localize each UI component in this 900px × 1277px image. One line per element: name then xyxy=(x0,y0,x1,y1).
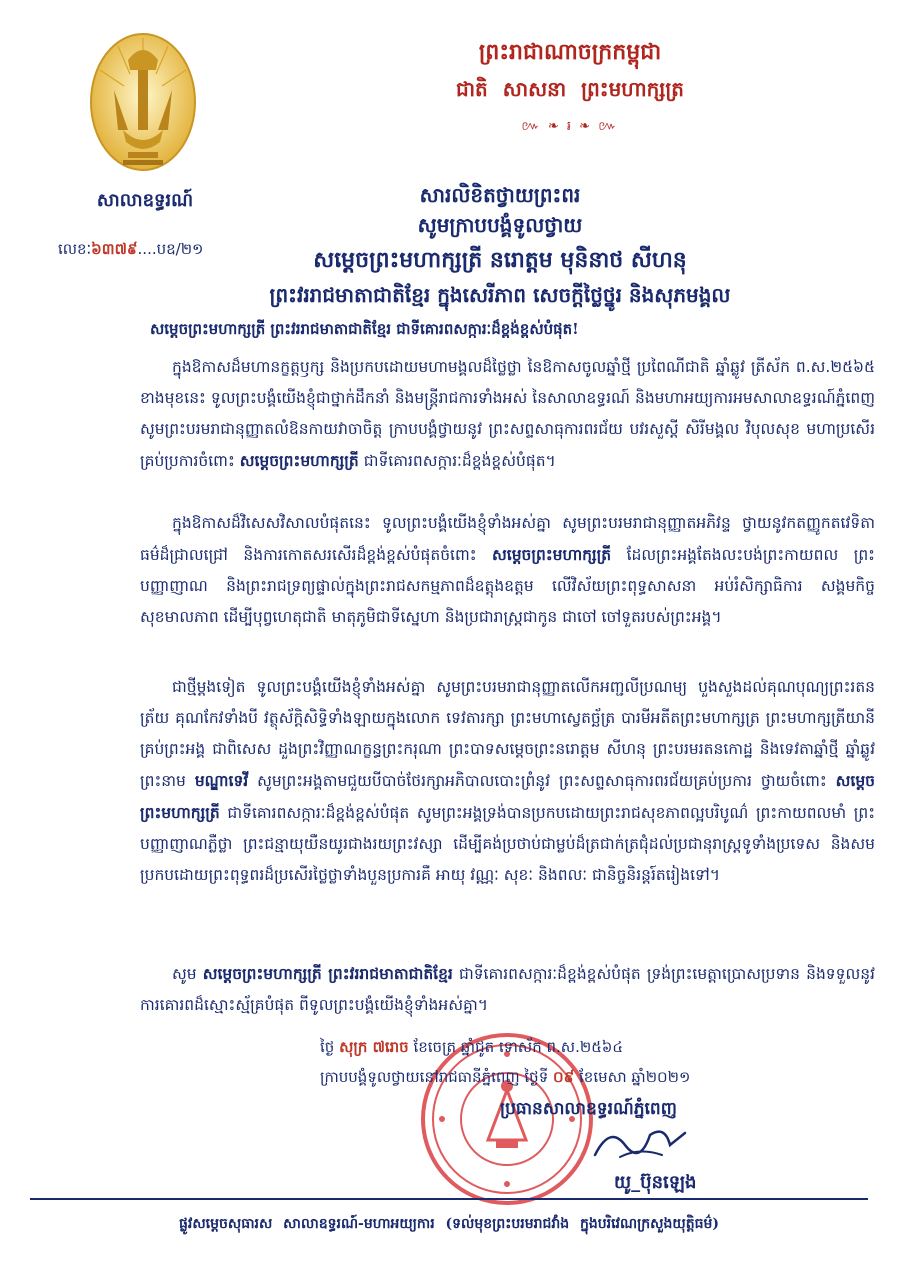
national-motto: ជាតិ សាសនា ព្រះមហាក្សត្រ xyxy=(456,77,684,101)
solar-date xyxy=(320,1068,690,1090)
p1-highlight: សម្តេចព្រះមហាក្សត្រី xyxy=(239,451,359,470)
signer-name: យូ_ប៊ុនឡេង xyxy=(614,1172,697,1193)
lunar-date-handwritten: សុក្រ ៧រោច xyxy=(339,1038,409,1056)
p3-end: ជាទីគោរពសក្ការៈដ៏ខ្ពង់ខ្ពស់បំផុត សូមព្រះអង្គទ្រង់បានប្រកបដោយព្រះរាជសុខភាពល្អបរិបូណ៌ ព្រះកាយពលមាំ ព្រះបញ្ញាញាណភ្លឺថ្លា ព្រះជន្មាយុយឺនយូរជាងរយព្រះវស្សា ដើម្បីគង់ប្រថាប់ជាម្លប់ដ៏ត្រជាក់ត្រជុំដល់ប្រជានុរាស្ត្រទូទាំងប្រទេស និងសមប្រកបដោយព្រះពុទ្ធពរដ៏ប្រសើរថ្លៃថ្លាទាំងបួនប្រការគឺ អាយុ វណ្ណៈ សុខៈ និងពលៈ ជានិច្ចនិរន្តរ៍តរៀងទៅ។ xyxy=(140,804,876,884)
royal-coat-of-arms-icon xyxy=(88,30,198,180)
kingdom-title: ព្រះរាជាណាចក្រកម្ពុជា xyxy=(478,39,662,65)
p4-start: សូម xyxy=(172,965,197,983)
p3-highlight-1: មណ្ឌាទេវី xyxy=(194,771,249,790)
body-paragraph-1 xyxy=(140,352,875,477)
p1-text: ក្នុងឱកាសដ៏មហានក្ខត្តឫក្ស និងប្រកបដោយមហាមង្គលដ៏ថ្លៃថ្លា នៃឱកាសចូលឆ្នាំថ្មី ប្រពៃណីជាតិ ឆ្នាំឆ្លូវ ត្រីស័ក ព.ស.២៥៦៥ ខាងមុខនេះ ទូលព្រះបង្គំយើងខ្ញុំជាថ្នាក់ដឹកនាំ និងមន្ត្រីរាជការទាំងអស់ នៃសាលាឧទ្ធរណ៍ និងមហាអយ្យការអមសាលាឧទ្ធរណ៍ភ្នំពេញ សូមព្រះបរមរាជានុញ្ញាតលំឱនកាយវាចាចិត្ត ក្រាបបង្គំថ្វាយនូវ ព្រះសព្ទសាធុការពរជ័យ បវរសួស្តី សិរីមង្គល វិបុលសុខ មហាប្រសើរគ្រប់ប្រការចំពោះ xyxy=(140,358,875,470)
body-paragraph-4 xyxy=(140,958,875,1021)
letter-title: សារលិខិតថ្វាយព្រះពរ xyxy=(419,183,581,207)
p3-highlight-2: សម្តេចព្រះមហាក្សត្រី xyxy=(140,771,875,822)
lunar-date-rest: ខែចេត្រ ឆ្នាំជូត ទោស័ក ព.ស.២៥៦៤ xyxy=(413,1038,624,1056)
solar-date-prefix: ក្រាបបង្គំទូលថ្វាយនៅរាជធានីភ្នំពេញ ថ្ងៃទី xyxy=(320,1068,549,1086)
body-paragraph-2 xyxy=(140,508,875,633)
p2-highlight: សម្តេចព្រះមហាក្សត្រី xyxy=(492,545,612,564)
ref-prefix: លេខៈ xyxy=(58,240,92,258)
decorative-divider: ៚ ❧ ៛ ❧ ៚ xyxy=(521,119,619,134)
footer-address: ផ្លូវសម្តេចសុធារស សាលាឧទ្ធរណ៍-មហាអយ្យការ (ទល់មុខព្រះបរមរាជវាំង ក្នុងបរិវេណក្រសួងយុត្តិធម៌) xyxy=(179,1216,719,1232)
signer-title: ប្រធានសាលាឧទ្ធរណ៍ភ្នំពេញ xyxy=(500,1099,677,1119)
lunar-date xyxy=(320,1038,623,1060)
p4-highlight: សម្តេចព្រះមហាក្សត្រី ព្រះវររាជមាតាជាតិខ្មែរ xyxy=(202,964,453,983)
p3-text: ជាថ្មីម្តងទៀត ទូលព្រះបង្គំយើងខ្ញុំទាំងអស់គ្នា សូមព្រះបរមរាជានុញ្ញាតលើកអញ្ជលីប្រណម្យ បួងសួងដល់គុណបុណ្យព្រះរតនត្រ័យ គុណកែវទាំងបី វត្ថុស័ក្តិសិទ្ធិទាំងឡាយក្នុងលោក ទេវតារក្សា ព្រះមហាស្វេតច្ឆ័ត្រ បារមីអតីតព្រះមហាក្សត្រ ព្រះមហាក្សត្រីយានីគ្រប់ព្រះអង្គ ជាពិសេស ដួងព្រះវិញ្ញាណក្ខន្ធព្រះករុណា ព្រះបាទសម្តេចព្រះនរោត្តម សីហនុ ព្រះបរមរតនកោដ្ឋ និងទេវតាឆ្នាំថ្មី ឆ្នាំឆ្លូវ ព្រះនាម xyxy=(140,678,875,790)
p4-end: ជាទីគោរពសក្ការៈដ៏ខ្ពង់ខ្ពស់បំផុត ទ្រង់ព្រះមេត្តាប្រោសប្រទាន និងទទួលនូវការគោរពដ៏ស្មោះស្ម័គ្របំផុត ពីទូលព្រះបង្គំយើងខ្ញុំទាំងអស់គ្នា។ xyxy=(140,965,875,1014)
solar-date-rest: ខែមេសា ឆ្នាំ២០២១ xyxy=(579,1068,691,1086)
ref-suffix: ....បឧ/២១ xyxy=(137,240,204,258)
p2-end: ដែលព្រះអង្គតែងលះបង់ព្រះកាយពល ព្រះបញ្ញាញាណ និងព្រះរាជទ្រព្យផ្ទាល់ក្នុងព្រះរាជសកម្មភាពដ៏ឧត្តុងឧត្តម លើវិស័យព្រះពុទ្ធសាសនា អប់រំសិក្សាធិការ សង្គមកិច្ច សុខមាលភាព ដើម្បីបុព្វហេតុជាតិ មាតុភូមិជាទីស្នេហា និងប្រជារាស្ត្រជាកូន ជាចៅ ចៅទួតរបស់ព្រះអង្គ។ xyxy=(140,546,875,626)
body-paragraph-3 xyxy=(140,672,875,891)
recipient-name: សម្តេចព្រះមហាក្សត្រី នរោត្តម មុនិនាថ សីហនុ xyxy=(313,247,687,273)
handwritten-signature xyxy=(590,1115,690,1165)
footer-divider xyxy=(30,1198,868,1200)
p1-end: ជាទីគោរពសក្ការៈដ៏ខ្ពង់ខ្ពស់បំផុត។ xyxy=(363,452,556,470)
recipient-title: ព្រះវររាជមាតាជាតិខ្មែរ ក្នុងសេរីភាព សេចក្ដីថ្លៃថ្នូរ និងសុភមង្គល xyxy=(269,283,731,307)
ref-number: ៦៣៧៩ xyxy=(91,240,138,258)
solar-date-handwritten: ០៩ xyxy=(553,1068,575,1086)
p3-mid: សូមព្រះអង្គតាមជួយបីបាច់ថែរក្សាអភិបាលបោះព្រំនូវ ព្រះសព្ទសាធុការពរជ័យគ្រប់ប្រការ ថ្វាយចំពោះ xyxy=(257,772,827,790)
lunar-date-prefix: ថ្ងៃ xyxy=(320,1038,335,1056)
office-name: សាលាឧទ្ធរណ៍ xyxy=(96,190,194,211)
p2-text: ក្នុងឱកាសដ៏វិសេសវិសាលបំផុតនេះ ទូលព្រះបង្គំយើងខ្ញុំទាំងអស់គ្នា សូមព្រះបរមរាជានុញ្ញាតអភិវន្ទ ថ្វាយនូវកតញ្ញូកតវេទិតាធម៌ដ៏ជ្រាលជ្រៅ និងការកោតសរសើរដ៏ខ្ពង់ខ្ពស់បំផុតចំពោះ xyxy=(140,514,875,564)
letter-subtitle: សូមក្រាបបង្គំទូលថ្វាយ xyxy=(417,213,583,237)
salutation: សម្តេចព្រះមហាក្សត្រី ព្រះវររាជមាតាជាតិខ្មែរ ជាទីគោរពសក្ការៈដ៏ខ្ពង់ខ្ពស់បំផុត! xyxy=(150,320,579,338)
